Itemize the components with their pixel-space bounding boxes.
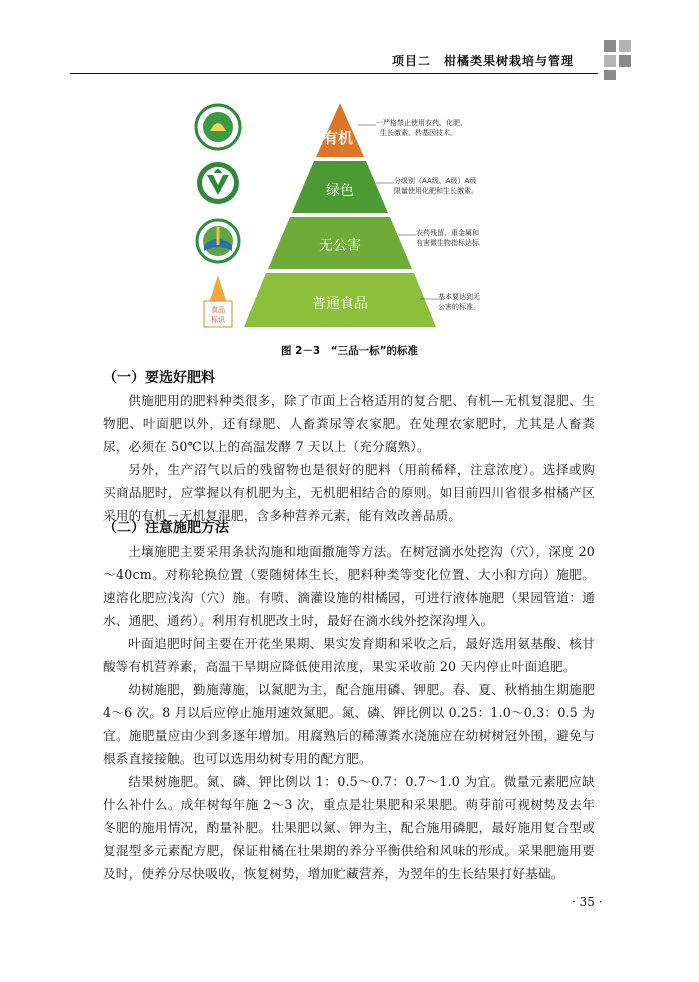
paragraph: 幼树施肥，勤施薄施，以氮肥为主，配合施用磷、钾肥。春、夏、秋梢抽生期施肥 4～6 次。8 月以后应停止施用速效氮肥。氮、磷、钾比例以 0.25：1.0～0.3：0.5 为宜。施肥量应由少到多逐年增加。用腐熟后的稀薄粪水浇施应在幼树树冠外围，避免与根系直接接触。也可以选用幼树专用的配方肥。 bbox=[103, 682, 595, 766]
note-ordinary-2: 公害的标准。 bbox=[438, 303, 480, 311]
header-rule bbox=[70, 73, 598, 74]
organic-logo-icon bbox=[196, 105, 240, 149]
running-header: 项目二 柑橘类果树栽培与管理 bbox=[392, 54, 575, 68]
food-badge-label-1: 食品 bbox=[211, 306, 225, 314]
section-heading-2: （二）注意施肥方法 bbox=[103, 520, 229, 536]
level-label-organic: 有机 bbox=[322, 129, 354, 147]
green-food-logo-icon bbox=[197, 162, 239, 204]
level-label-green: 绿色 bbox=[326, 183, 354, 199]
note-green-1: 分级别（AA级、A级）A级 bbox=[394, 177, 477, 185]
paragraph: 叶面追肥时间主要在开花坐果期、果实发育期和采收之后，最好选用氨基酸、核甘酸等有机营养素，高温干旱期应降低使用浓度，果实采收前 20 天内停止叶面追肥。 bbox=[103, 636, 595, 674]
section-heading-1: （一）要选好肥料 bbox=[103, 370, 215, 386]
level-label-pollution-free: 无公害 bbox=[319, 238, 361, 254]
figure-caption: 图 2－3 “三品一标”的标准 bbox=[280, 345, 419, 357]
paragraph: 土壤施肥主要采用条状沟施和地面撒施等方法。在树冠滴水处挖沟（穴），深度 20～40cm。对称轮换位置（要随树体生长，肥料种类等变化位置、大小和方向）施肥。速溶化肥应浅沟（穴）施。有喷、滴灌设施的柑橘园，可进行液体施肥（果园管道：通水、通肥、通药）。利用有机肥改土时，最好在滴水线外挖深沟埋入。 bbox=[103, 544, 595, 628]
page-number: · 35 · bbox=[572, 895, 603, 909]
food-badge-icon bbox=[204, 275, 232, 327]
note-pollution-free-1: 农药残留、重金属和 bbox=[416, 229, 479, 237]
section-2-body bbox=[103, 540, 595, 885]
section-1-body bbox=[103, 389, 595, 527]
paragraph: 供施肥用的肥料种类很多，除了市面上合格适用的复合肥、有机—无机复混肥、生物肥、叶面肥以外，还有绿肥、人畜粪尿等农家肥。在处理农家肥时，尤其是人畜粪尿，必须在 50℃以上的高温发酵 7 天以上（充分腐熟）。 bbox=[103, 393, 595, 454]
note-organic-2: 生长激素、转基因技术。 bbox=[380, 129, 457, 137]
paragraph: 另外，生产沼气以后的残留物也是很好的肥料（用前稀释，注意浓度）。选择或购买商品肥时，应掌握以有机肥为主，无机肥相结合的原则。如目前四川省很多柑橘产区采用的有机－无机复混肥，含多种营养元素，能有效改善品质。 bbox=[103, 462, 595, 523]
food-badge-label-2: 标识 bbox=[211, 316, 225, 324]
three-products-figure bbox=[190, 95, 480, 335]
note-green-2: 限量使用化肥和生长激素。 bbox=[394, 187, 478, 195]
level-label-ordinary: 普通食品 bbox=[312, 296, 368, 312]
note-organic-1: 一严格禁止使用农药、化肥、 bbox=[376, 119, 467, 127]
note-pollution-free-2: 有害微生物指标达标。 bbox=[416, 239, 480, 247]
paragraph: 结果树施肥。氮、磷、钾比例以 1：0.5～0.7：0.7～1.0 为宜。微量元素肥应缺什么补什么。成年树每年施 2～3 次，重点是壮果肥和采果肥。萌芽前可视树势及去年冬肥的施用情况，酌量补肥。壮果肥以氮、钾为主，配合施用磷肥，最好施用复合型或复混型多元素配方肥，保证柑橘在壮果期的养分平衡供给和风味的形成。采果肥施用要及时，使养分尽快吸收，恢复树势，增加贮藏营养，为翌年的生长结果打好基础。 bbox=[103, 774, 595, 881]
pollution-free-logo-icon bbox=[197, 220, 239, 262]
note-ordinary-1: 基本要达到无 bbox=[438, 293, 480, 301]
